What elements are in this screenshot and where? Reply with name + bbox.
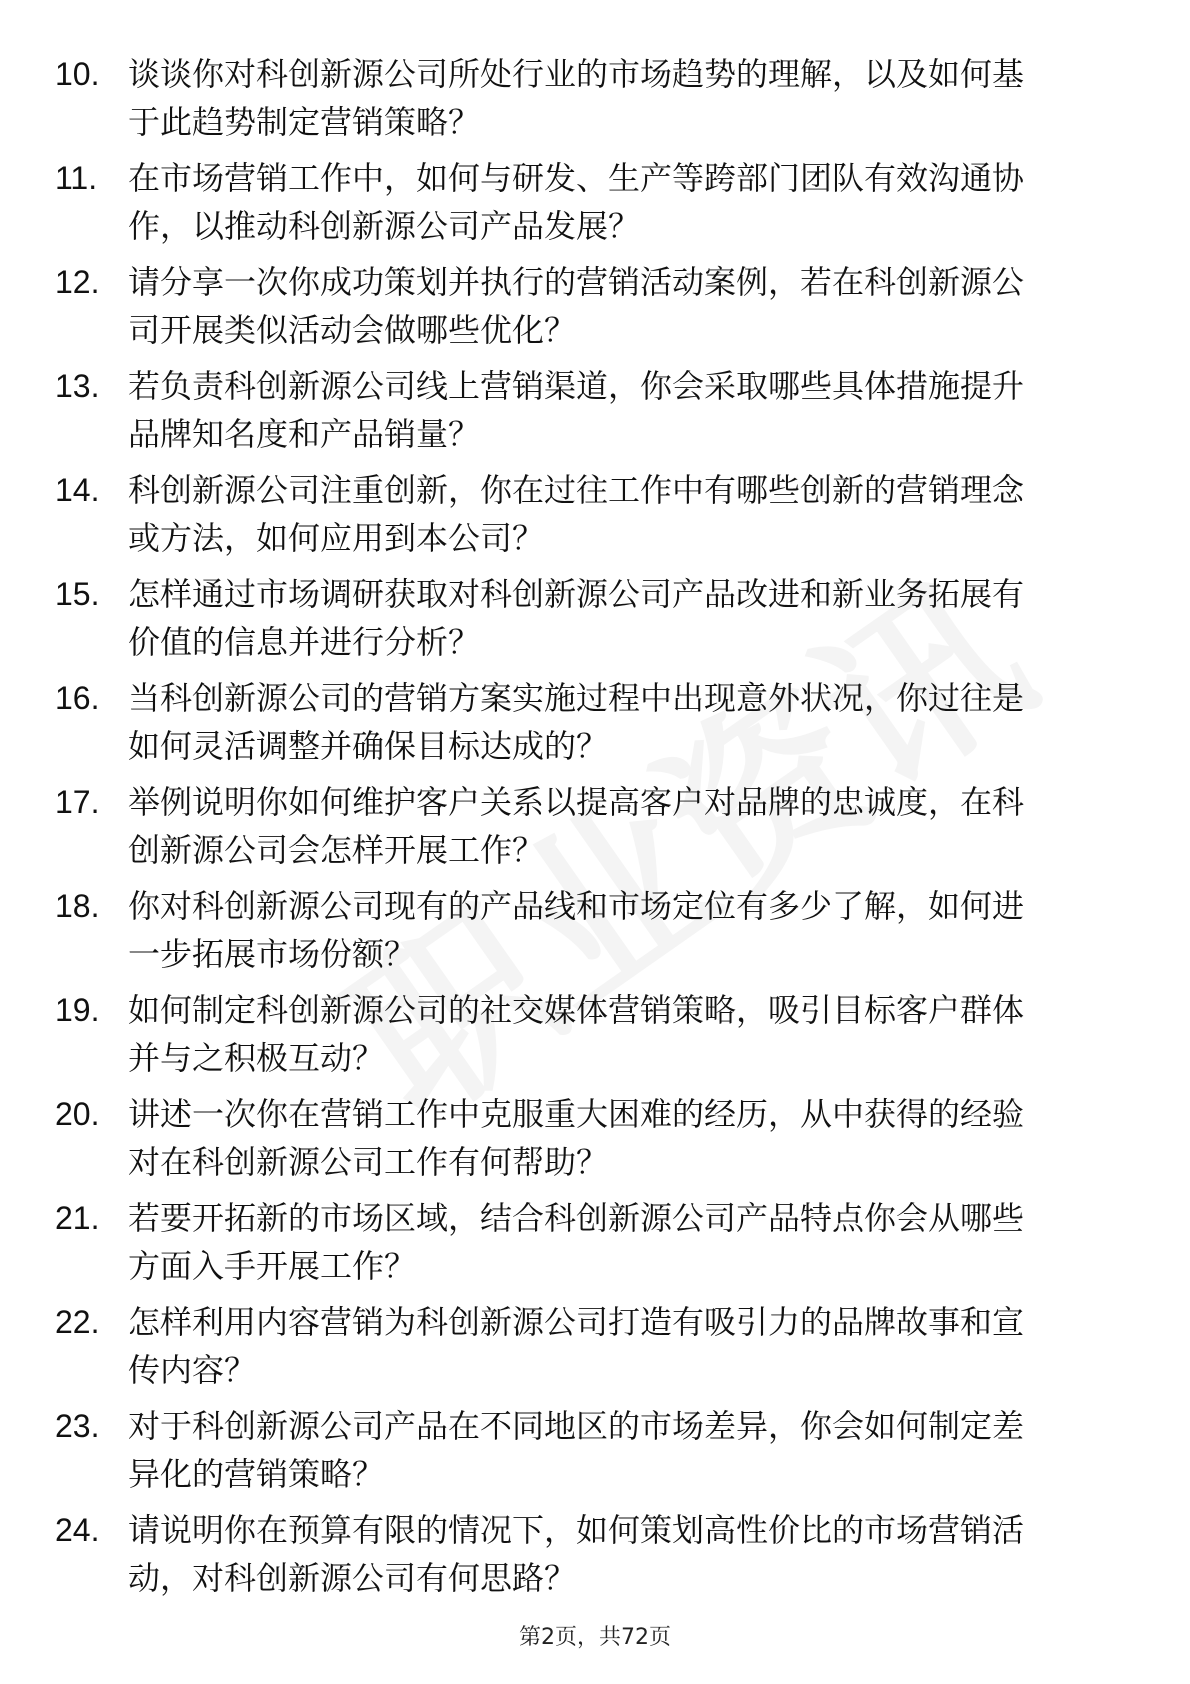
question-text: 怎样利用内容营销为科创新源公司打造有吸引力的品牌故事和宣 传内容？ bbox=[128, 1303, 1025, 1389]
question-text: 举例说明你如何维护客户关系以提高客户对品牌的忠诚度，在科 创新源公司会怎样开展工作？ bbox=[128, 783, 1025, 869]
question-item bbox=[0, 1090, 1190, 1194]
question-number: 11. bbox=[55, 160, 98, 196]
question-text: 怎样通过市场调研获取对科创新源公司产品改进和新业务拓展有 价值的信息并进行分析？ bbox=[128, 575, 1025, 661]
question-text: 讲述一次你在营销工作中克服重大困难的经历，从中获得的经验 对在科创新源公司工作有何帮助？ bbox=[128, 1095, 1025, 1181]
page-number-footer: 第2页，共72页 bbox=[519, 1625, 671, 1650]
question-item bbox=[0, 1506, 1190, 1610]
question-text: 你对科创新源公司现有的产品线和市场定位有多少了解，如何进 一步拓展市场份额？ bbox=[128, 887, 1025, 973]
question-text: 请分享一次你成功策划并执行的营销活动案例，若在科创新源公 司开展类似活动会做哪些优化？ bbox=[128, 263, 1025, 349]
question-text: 若负责科创新源公司线上营销渠道，你会采取哪些具体措施提升 品牌知名度和产品销量？ bbox=[128, 367, 1025, 453]
question-item bbox=[0, 362, 1190, 466]
question-item bbox=[0, 1194, 1190, 1298]
question-item bbox=[0, 466, 1190, 570]
question-text: 对于科创新源公司产品在不同地区的市场差异，你会如何制定差 异化的营销策略？ bbox=[128, 1407, 1025, 1493]
question-item bbox=[0, 258, 1190, 362]
question-list bbox=[0, 50, 1190, 1610]
question-text: 谈谈你对科创新源公司所处行业的市场趋势的理解，以及如何基 于此趋势制定营销策略？ bbox=[128, 55, 1025, 141]
question-item bbox=[0, 50, 1190, 154]
question-item bbox=[0, 778, 1190, 882]
question-number: 22. bbox=[55, 1304, 100, 1340]
question-text: 若要开拓新的市场区域，结合科创新源公司产品特点你会从哪些 方面入手开展工作？ bbox=[128, 1199, 1025, 1285]
question-text: 请说明你在预算有限的情况下，如何策划高性价比的市场营销活 动，对科创新源公司有何思路？ bbox=[128, 1511, 1025, 1597]
question-number: 16. bbox=[55, 680, 100, 716]
question-item bbox=[0, 1402, 1190, 1506]
question-item bbox=[0, 882, 1190, 986]
question-text: 如何制定科创新源公司的社交媒体营销策略，吸引目标客户群体 并与之积极互动？ bbox=[128, 991, 1025, 1077]
question-text: 在市场营销工作中，如何与研发、生产等跨部门团队有效沟通协 作，以推动科创新源公司产品发展？ bbox=[128, 159, 1025, 245]
question-number: 14. bbox=[55, 472, 100, 508]
question-number: 24. bbox=[55, 1512, 100, 1548]
question-number: 10. bbox=[55, 56, 100, 92]
question-text: 科创新源公司注重创新，你在过往工作中有哪些创新的营销理念 或方法，如何应用到本公司？ bbox=[128, 471, 1025, 557]
question-item bbox=[0, 674, 1190, 778]
question-text: 当科创新源公司的营销方案实施过程中出现意外状况，你过往是 如何灵活调整并确保目标达成的？ bbox=[128, 679, 1025, 765]
question-item bbox=[0, 1298, 1190, 1402]
question-number: 20. bbox=[55, 1096, 100, 1132]
question-number: 17. bbox=[55, 784, 100, 820]
question-number: 13. bbox=[55, 368, 100, 404]
question-item bbox=[0, 570, 1190, 674]
question-item bbox=[0, 986, 1190, 1090]
question-number: 12. bbox=[55, 264, 100, 300]
question-item bbox=[0, 154, 1190, 258]
question-number: 21. bbox=[55, 1200, 100, 1236]
question-number: 15. bbox=[55, 576, 100, 612]
question-number: 18. bbox=[55, 888, 100, 924]
question-number: 19. bbox=[55, 992, 100, 1028]
question-number: 23. bbox=[55, 1408, 100, 1444]
